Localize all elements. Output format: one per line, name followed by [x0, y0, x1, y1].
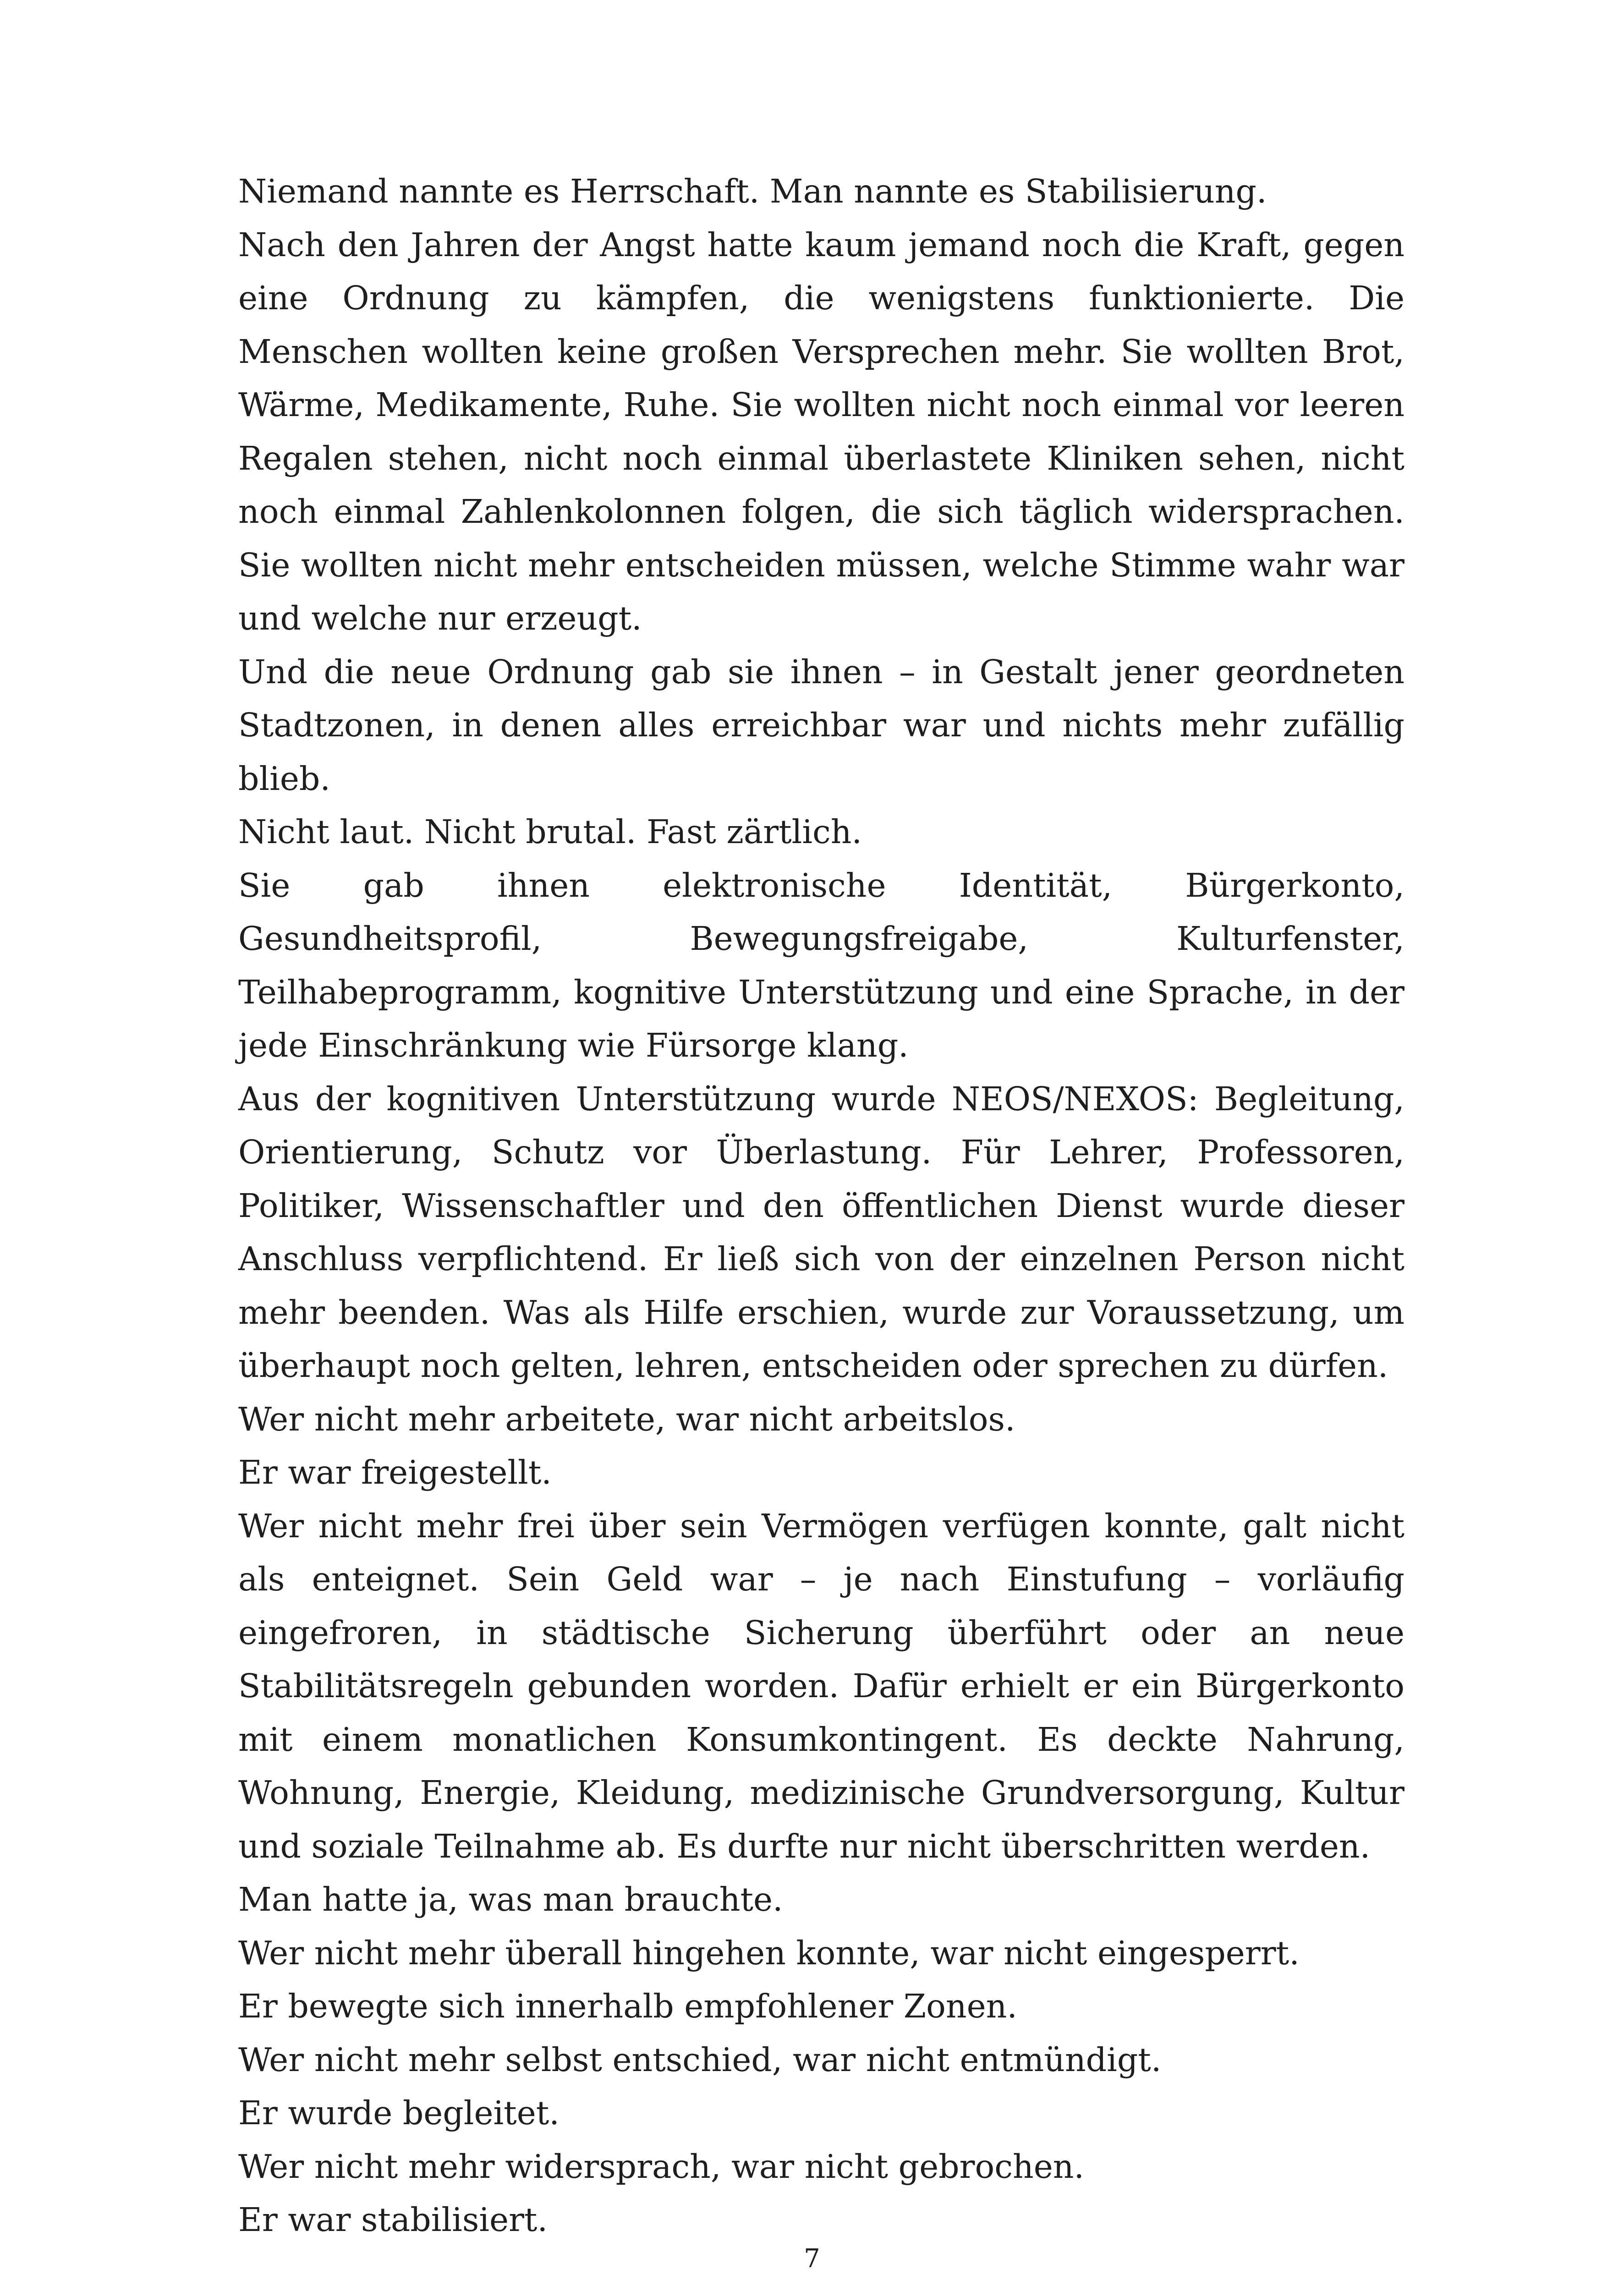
paragraph: Er bewegte sich innerhalb empfohlener Zonen. [238, 1987, 1017, 2025]
paragraph: Wer nicht mehr selbst entschied, war nicht entmündigt. [238, 2040, 1162, 2079]
page-number: 7 [804, 2244, 820, 2274]
paragraph: Nach den Jahren der Angst hatte kaum jemand noch die Kraft, gegen eine Ordnung zu kämpfen, die wenigstens funktionierte. Die Menschen wollten keine großen Versprechen mehr. Sie wollten Brot, Wärme, Medikamente, Ruhe. Sie wollten nicht noch einmal vor leeren Regalen stehen, nicht noch einmal überlastete Kliniken sehen, nicht noch einmal Zahlenkolonnen folgen, die sich täglich widersprachen. Sie wollten nicht mehr entscheiden müssen, welche Stimme wahr war und welche nur erzeugt. [238, 225, 1405, 637]
paragraph: Man hatte ja, was man brauchte. [238, 1880, 783, 1918]
paragraph: Wer nicht mehr überall hingehen konnte, war nicht eingesperrt. [238, 1934, 1300, 1972]
paragraph: Er war stabilisiert. [238, 2201, 548, 2239]
paragraph: Und die neue Ordnung gab sie ihnen – in Gestalt jener geordneten Stadtzonen, in denen alles erreichbar war und nichts mehr zufällig blieb. [238, 652, 1405, 798]
paragraph: Sie gab ihnen elektronische Identität, Bürgerkonto, Gesundheitsprofil, Bewegungsfreigabe, Kulturfenster, Teilhabeprogramm, kognitive Unterstützung und eine Sprache, in der jede Einschränkung wie Fürsorge klang. [238, 866, 1405, 1064]
paragraph: Wer nicht mehr frei über sein Vermögen verfügen konnte, galt nicht als enteignet. Sein Geld war – je nach Einstufung – vorläufig eingefroren, in städtische Sicherung überführt oder an neue Stabilitätsregeln gebunden worden. Dafür erhielt er ein Bürgerkonto mit einem monatlichen Konsumkontingent. Es deckte Nahrung, Wohnung, Energie, Kleidung, medizinische Grundversorgung, Kultur und soziale Teilnahme ab. Es durfte nur nicht überschritten werden. [238, 1507, 1405, 1865]
paragraph: Er wurde begleitet. [238, 2094, 560, 2132]
paragraph: Nicht laut. Nicht brutal. Fast zärtlich. [238, 813, 862, 851]
body-text [238, 165, 1405, 2247]
paragraph: Er war freigestellt. [238, 1453, 552, 1491]
paragraph: Aus der kognitiven Unterstützung wurde NEOS/NEXOS: Begleitung, Orientierung, Schutz vor Überlastung. Für Lehrer, Professoren, Politiker, Wissenschaftler und den öffentlichen Dienst wurde dieser Anschluss verpflichtend. Er ließ sich von der einzelnen Person nicht mehr beenden. Was als Hilfe erschien, wurde zur Voraussetzung, um überhaupt noch gelten, lehren, entscheiden oder sprechen zu dürfen. [238, 1080, 1405, 1385]
paragraph: Wer nicht mehr arbeitete, war nicht arbeitslos. [238, 1400, 1015, 1438]
paragraph: Wer nicht mehr widersprach, war nicht gebrochen. [238, 2147, 1085, 2186]
paragraph: Niemand nannte es Herrschaft. Man nannte es Stabilisierung. [238, 172, 1267, 210]
